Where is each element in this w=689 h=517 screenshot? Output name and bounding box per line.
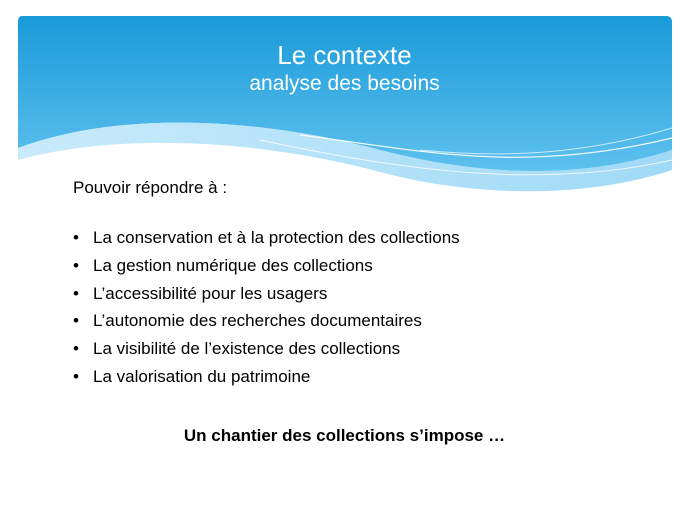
slide-title: Le contexte xyxy=(277,40,412,70)
list-item-text: L’accessibilité pour les usagers xyxy=(93,283,328,303)
list-item xyxy=(73,335,633,363)
list-item-text: L’autonomie des recherches documentaires xyxy=(93,311,422,331)
content-area xyxy=(73,178,633,391)
slide-subtitle: analyse des besoins xyxy=(249,72,440,95)
list-item xyxy=(73,224,633,252)
intro-text: Pouvoir répondre à : xyxy=(73,178,228,197)
list-item xyxy=(73,252,633,280)
bullet-list xyxy=(73,224,633,391)
title-block xyxy=(0,40,689,98)
list-item-text: La valorisation du patrimoine xyxy=(93,366,311,386)
list-item-text: La gestion numérique des collections xyxy=(93,255,373,275)
header-banner xyxy=(0,0,689,200)
bullet-icon: • xyxy=(73,339,79,359)
list-item xyxy=(73,280,633,308)
list-item-text: La conservation et à la protection des collections xyxy=(93,228,460,247)
list-item-text: La visibilité de l’existence des collections xyxy=(93,339,401,359)
list-item xyxy=(73,307,633,335)
header-wave-graphic xyxy=(0,0,689,200)
bullet-icon: • xyxy=(73,228,79,247)
bullet-icon: • xyxy=(73,366,79,386)
conclusion-text: Un chantier des collections s’impose … xyxy=(183,426,506,445)
bullet-icon: • xyxy=(73,311,79,331)
list-item xyxy=(73,363,633,391)
bullet-icon: • xyxy=(73,283,79,303)
bullet-icon: • xyxy=(73,255,79,275)
